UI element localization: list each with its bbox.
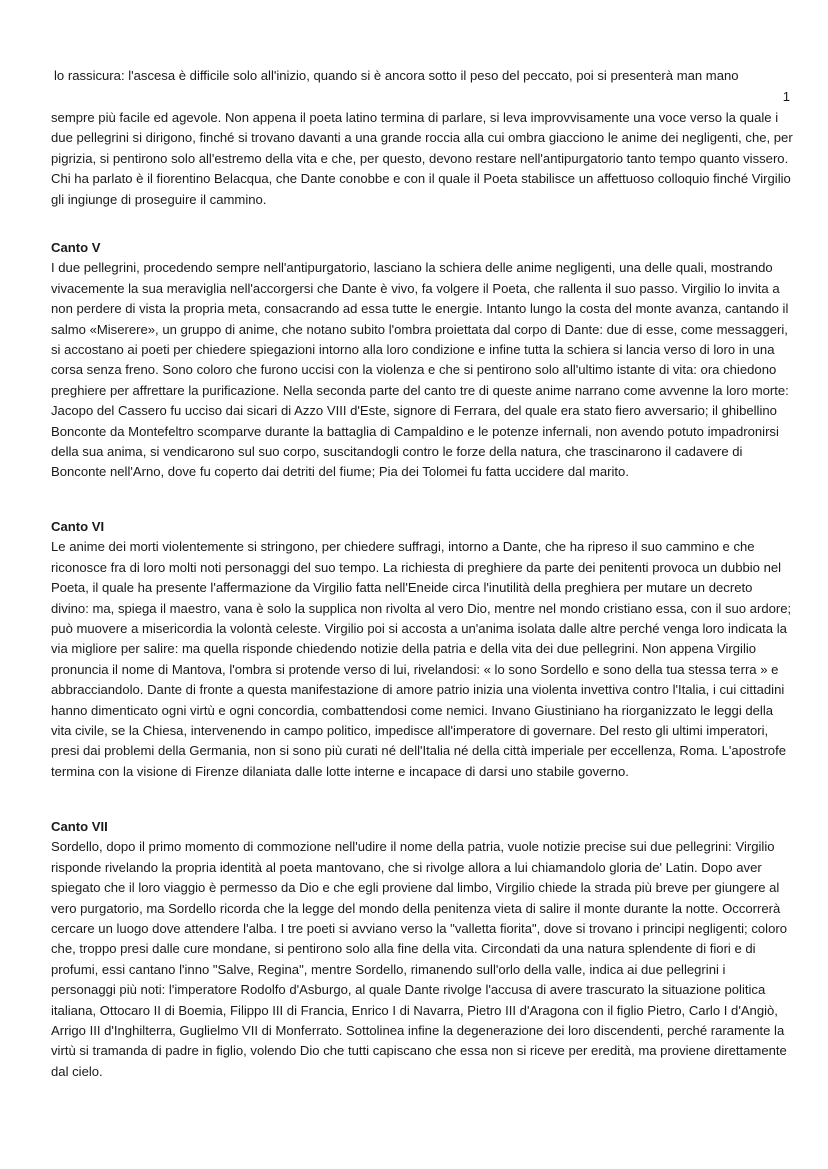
section-body: Sordello, dopo il primo momento di commozione nell'udire il nome della patria, vuole notizie precise sui due pellegrini: Virgilio risponde rivelando la propria identità al poeta mantovano, che si rivolge allora a lui chiamandolo gloria de' Latin. Dopo aver spiegato che il loro viaggio è permesso da Dio e che egli proviene dal limbo, Virgilio chiede la strada più breve per giungere al vero purgatorio, ma Sordello ricorda che la legge del mondo della penitenza vieta di salire il monte durante la notte. Occorrerà cercare un luogo dove attendere l'alba. I tre poeti si avviano verso la "valletta fiorita", dove si trovano i principi negligenti; coloro che, troppo presi dalle cure mondane, si pentirono solo alla fine della vita. Circondati da una natura splendente di fiori e di profumi, essi cantano l'inno "Salve, Regina", mentre Sordello, rimanendo sull'orlo della valle, indica ai due pellegrini i personaggi più noti: l'imperatore Rodolfo d'Asburgo, al quale Dante rivolge l'accusa di avere trascurato la situazione politica italiana, Ottocaro II di Boemia, Filippo III di Francia, Enrico I di Navarra, Pietro III d'Aragona con il figlio Pietro, Carlo I d'Angiò, Arrigo III d'Inghilterra, Guglielmo VII di Monferrato. Sottolinea infine la degenerazione dei loro discendenti, perché raramente la virtù si tramanda di padre in figlio, volendo Dio che tutti capiscano che essa non si riceve per eredità, ma proviene direttamente dal cielo. bbox=[51, 839, 787, 1079]
intro-paragraph: sempre più facile ed agevole. Non appena il poeta latino termina di parlare, si leva improvvisamente una voce verso la quale i due pellegrini si dirigono, finché si trovano davanti a una grande roccia alla cui ombra giacciono le anime dei negligenti, che, per pigrizia, si pentirono solo all'estremo della vita e che, per questo, devono restare nell'antipurgatorio tanto tempo quanto vissero. Chi ha parlato è il fiorentino Belacqua, che Dante conobbe e con il quale il Poeta stabilisce un affettuoso colloquio finché Virgilio gli ingiunge di proseguire il cammino. bbox=[51, 110, 793, 207]
section-canto-vi bbox=[51, 517, 793, 782]
section-title: Canto VII bbox=[51, 819, 108, 834]
section-body: I due pellegrini, procedendo sempre nell'antipurgatorio, lasciano la schiera delle anime negligenti, una delle quali, mostrando vivacemente la sua meraviglia nell'accorgersi che Dante è vivo, fa volgere il Poeta, che rallenta il suo passo. Virgilio lo invita a non perdere di vista la propria meta, consacrando ad essa tutte le energie. Intanto lungo la costa del monte avanza, cantando il salmo «Miserere», un gruppo di anime, che notano subito l'ombra proiettata dal corpo di Dante: due di esse, come messaggeri, si accostano ai poeti per chiedere spiegazioni intorno alla loro condizione e infine tutta la schiera si lancia verso di loro in una corsa senza freno. Sono coloro che furono uccisi con la violenza e che si pentirono solo all'ultimo istante di vita: ora chiedono preghiere per affrettare la purificazione. Nella seconda parte del canto tre di queste anime narrano come avvenne la loro morte: Jacopo del Cassero fu ucciso dai sicari di Azzo VIII d'Este, signore di Ferrara, del quale era stato fiero avversario; il ghibellino Bonconte da Montefeltro scomparve durante la battaglia di Campaldino e le potenze infernali, non avendo potuto impadronirsi della sua anima, si vendicarono sul suo corpo, suscitandogli contro le forze della natura, che trascinarono il cadavere di Bonconte nell'Arno, dove fu coperto dai detriti del fiume; Pia dei Tolomei fu fatta uccidere dal marito. bbox=[51, 260, 789, 480]
section-canto-v bbox=[51, 238, 793, 483]
intro-first-line: lo rassicura: l'ascesa è difficile solo all'inizio, quando si è ancora sotto il peso del peccato, poi si presenterà man mano bbox=[54, 68, 739, 83]
page-number: 1 bbox=[782, 89, 790, 104]
section-canto-vii bbox=[51, 817, 793, 1082]
section-title: Canto V bbox=[51, 240, 101, 255]
section-title: Canto VI bbox=[51, 519, 105, 534]
section-body: Le anime dei morti violentemente si stringono, per chiedere suffragi, intorno a Dante, che ha ripreso il suo cammino e che riconosce fra di loro molti noti personaggi del suo tempo. La richiesta di preghiere da parte dei penitenti provoca un dubbio nel Poeta, il quale ha presente l'affermazione da Virgilio fatta nell'Eneide circa l'inutilità della preghiera per mutare un decreto divino: ma, spiega il maestro, vana è solo la supplica non rivolta al vero Dio, mentre nel mondo cristiano essa, con il suo ardore; può muovere a misericordia la volontà celeste. Virgilio poi si accosta a un'anima isolata dalle altre perché venga loro indicata la via migliore per salire: ma quella risponde chiedendo notizie della patria e della vita dei due pellegrini. Non appena Virgilio pronuncia il nome di Mantova, l'ombra si protende verso di lui, rivelandosi: « lo sono Sordello e sono della tua stessa terra » e abbracciandolo. Dante di fronte a questa manifestazione di amore patrio inizia una violenta invettiva contro l'Italia, i cui cittadini hanno dimenticato ogni virtù e ogni concordia, combattendosi come nemici. Invano Giustiniano ha riorganizzato le leggi della vita civile, se la Chiesa, intervenendo in campo politico, impedisce all'imperatore di governare. Del resto gli ultimi imperatori, presi dai problemi della Germania, non si sono più curati né dell'Italia né della città imperiale per eccellenza, Roma. L'apostrofe termina con la visione di Firenze dilaniata dalle lotte interne e incapace di darsi uno stabile governo. bbox=[51, 539, 792, 779]
